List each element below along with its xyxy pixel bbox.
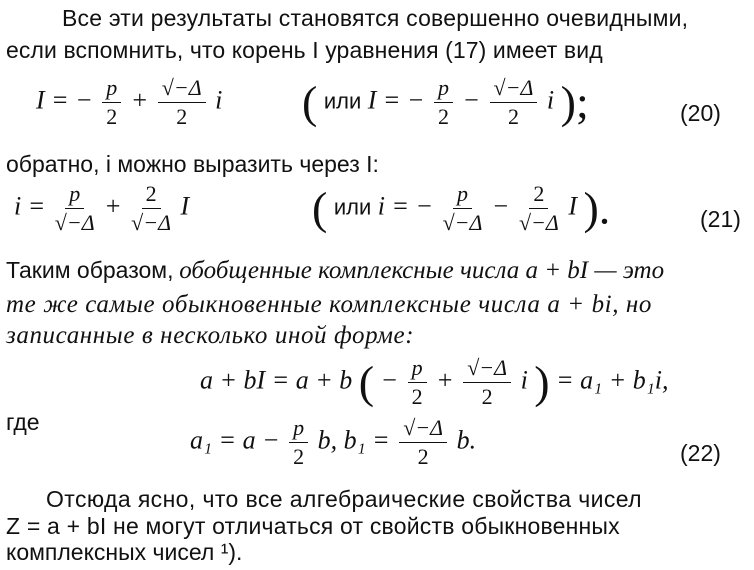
eqab-lhs: a + bI = a + b: [200, 365, 353, 395]
eq21-frac-2: $\frac{2}{√-\Delta}$: [131, 181, 172, 235]
eq20-or-lhs: I = −: [367, 85, 425, 115]
eq21-lhs: i =: [14, 191, 46, 221]
eqab-frac-p2: $\frac{p}{2}$: [408, 354, 427, 411]
paragraph3-line2: Z = a + bI не могут отличаться от свойств обыкновенных: [6, 513, 620, 539]
equation-22-number: (22): [680, 440, 721, 466]
eq20-alt-frac-p2: $\frac{p}{2}$: [434, 74, 453, 131]
equation-21-alt: ( или i = − $\frac{p}{√-\Delta}$ − $\frac{2}{√-\Delta}$ I ).: [312, 181, 611, 235]
eq20-lhs: I = −: [36, 85, 93, 115]
eqab-rhs: = a₁ + b₁i,: [556, 365, 669, 395]
eq20-plus: +: [130, 85, 149, 115]
equation-21-number: (21): [700, 206, 741, 232]
eq20-alt-minus: −: [462, 85, 481, 115]
eq20-or: или: [323, 88, 362, 114]
equation-20-alt: ( или I = − $\frac{p}{2}$ − $\frac{√-\Delta}{2}$ i );: [302, 75, 589, 129]
eq20-alt-frac-sqrt: $\frac{√-\Delta}{2}$: [490, 74, 538, 131]
where-label: где: [6, 409, 40, 435]
eq20-frac-sqrt: $\frac{√-\Delta}{2}$: [158, 74, 206, 131]
eq21-or: или: [333, 194, 372, 220]
equation-22: [190, 414, 476, 471]
eq21-I: I: [180, 191, 190, 221]
eq21-frac-p: $\frac{p}{√-\Delta}$: [54, 181, 95, 235]
equation-21: [14, 180, 189, 237]
paragraph2-line1: [6, 256, 664, 285]
line-back: обратно, i можно выразить через I:: [6, 151, 379, 177]
eqab-plus: +: [436, 365, 454, 395]
eq21-alt-frac-2: $\frac{2}{√-\Delta}$: [518, 181, 559, 235]
eqab-i: i: [520, 365, 528, 395]
paragraph1-line2: если вспомнить, что корень I уравнения (17) имеет вид: [6, 37, 603, 63]
eq22-frac-p2: $\frac{p}{2}$: [289, 414, 308, 471]
eq21-alt-frac-p: $\frac{p}{√-\Delta}$: [442, 181, 483, 235]
eq22-b-sep: b, b₁ =: [317, 425, 390, 455]
eqab-minus: −: [380, 365, 399, 395]
paragraph2-line1-plain: Таким образом,: [6, 257, 174, 283]
paragraph2-line1-italic: обобщенные комплексные числа a + bI — это: [179, 257, 665, 284]
eq21-or-lhs: i = −: [377, 191, 434, 221]
eq21-plus: +: [104, 191, 122, 221]
equation-20: [36, 74, 222, 131]
paragraph3-line3: комплексных чисел ¹).: [6, 539, 243, 565]
equation-20-number: (20): [680, 100, 721, 126]
eq20-alt-i: i: [546, 85, 555, 115]
paragraph2-line2: те же самые обыкновенные комплексные числа a + bi, но: [6, 291, 653, 318]
equation-a-plus-bI: a + bI = a + b ( − $\frac{p}{2}$ + $\frac{√-\Delta}{2}$ i ) = a₁ + b₁i,: [200, 355, 669, 409]
paragraph1-line1: Все эти результаты становятся совершенно очевидными,: [62, 5, 689, 31]
eq22-a1: a₁ = a −: [190, 425, 280, 455]
eq22-b-end: b.: [456, 425, 477, 455]
eqab-frac-sqrt: $\frac{√-\Delta}{2}$: [463, 354, 511, 411]
eq22-frac-sqrt: $\frac{√-\Delta}{2}$: [399, 414, 447, 471]
eq21-alt-I: I: [568, 191, 577, 221]
eq20-i: i: [215, 85, 223, 115]
eq20-frac-p2: $\frac{p}{2}$: [102, 74, 121, 131]
paragraph2-line3: записанные в несколько иной форме:: [6, 322, 415, 349]
paragraph3-line1: Отсюда ясно, что все алгебраические свойства чисел: [46, 486, 642, 512]
eq21-alt-minus: −: [491, 191, 510, 221]
